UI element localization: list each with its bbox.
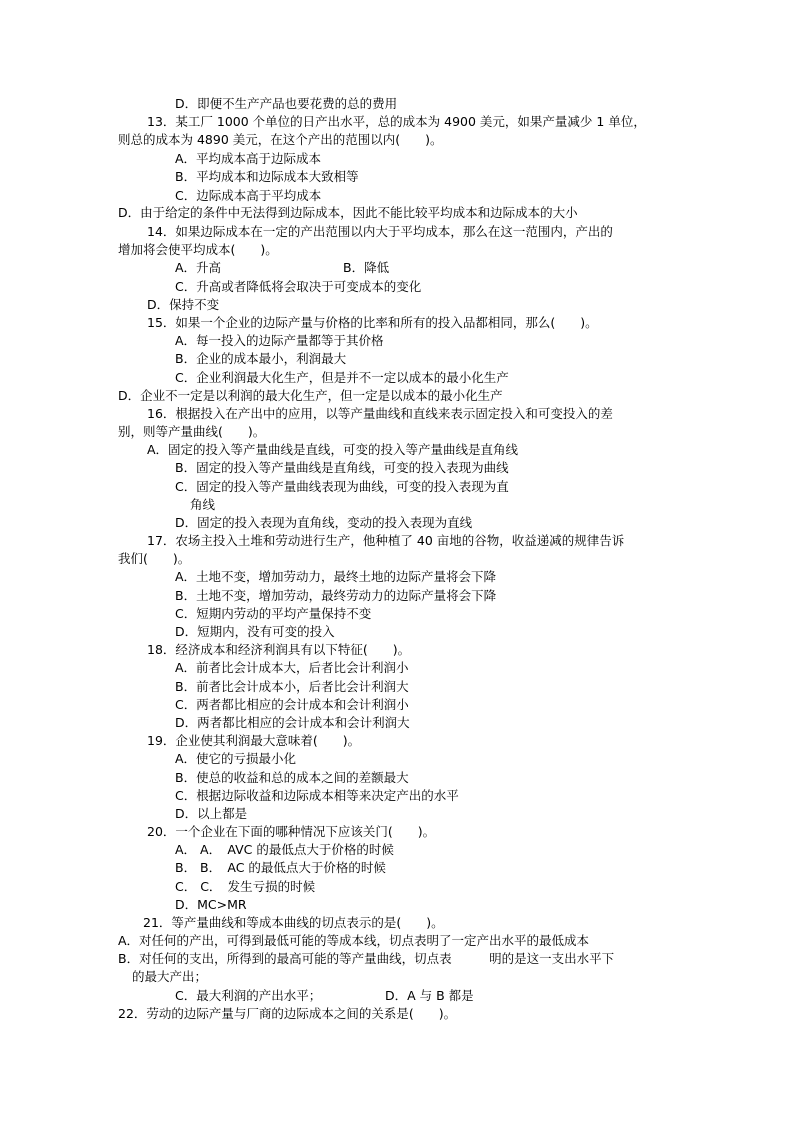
q21-option-d: D．A 与 B 都是 xyxy=(385,988,474,1003)
q21-option-c: C．最大利润的产出水平； xyxy=(175,988,322,1003)
q13-option-b: B．平均成本和边际成本大致相等 xyxy=(175,169,359,184)
q20-option-a: A． A． AVC 的最低点大于价格的时候 xyxy=(175,842,394,857)
q18-option-a: A．前者比会计成本大，后者比会计利润小 xyxy=(175,660,409,675)
q14-option-c: C．升高或者降低将会取决于可变成本的变化 xyxy=(175,279,422,294)
q20-option-c: C． C． 发生亏损的时候 xyxy=(175,879,316,894)
q18-option-b: B．前者比会计成本小，后者比会计利润大 xyxy=(175,679,409,694)
q14-option-b: B．降低 xyxy=(343,260,390,275)
q20-option-d: D．MC>MR xyxy=(175,897,247,912)
q20-option-b: B． B． AC 的最低点大于价格的时候 xyxy=(175,860,386,875)
q19-option-c: C．根据边际收益和边际成本相等来决定产出的水平 xyxy=(175,788,459,803)
q16-option-d: D．固定的投入表现为直角线，变动的投入表现为直线 xyxy=(175,515,473,530)
q16-option-b: B．固定的投入等产量曲线是直角线，可变的投入表现为曲线 xyxy=(175,460,509,475)
q14-stem-cont: 增加将会使平均成本( )。 xyxy=(118,242,278,257)
q15-option-d: D．企业不一定是以利润的最大化生产，但一定是以成本的最小化生产 xyxy=(118,388,503,403)
q16-stem-cont: 别，则等产量曲线( )。 xyxy=(118,424,266,439)
q13-option-d: D．由于给定的条件中无法得到边际成本，因此不能比较平均成本和边际成本的大小 xyxy=(118,205,578,220)
q19-stem: 19．企业使其利润最大意味着( )。 xyxy=(147,733,361,748)
q15-option-b: B．企业的成本最小，利润最大 xyxy=(175,351,347,366)
q13-option-a: A．平均成本高于边际成本 xyxy=(175,151,322,166)
q15-option-c: C．企业利润最大化生产，但是并不一定以成本的最小化生产 xyxy=(175,370,509,385)
q16-stem: 16．根据投入在产出中的应用，以等产量曲线和直线来表示固定投入和可变投入的差 xyxy=(147,406,613,421)
q21-option-b-cont: 的最大产出； xyxy=(132,969,208,984)
q21-option-a: A．对任何的产出，可得到最低可能的等成本线，切点表明了一定产出水平的最低成本 xyxy=(118,933,590,948)
q21-stem: 21．等产量曲线和等成本曲线的切点表示的是( )。 xyxy=(143,915,444,930)
q18-option-d: D．两者都比相应的会计成本和会计利润大 xyxy=(175,715,410,730)
q21-option-b: B．对任何的支出，所得到的最高可能的等产量曲线，切点表 明的是这一支出水平下 xyxy=(118,951,615,966)
q17-stem: 17．农场主投入土堆和劳动进行生产，他种植了 40 亩地的谷物，收益递减的规律告诉 xyxy=(147,533,625,548)
q18-stem: 18．经济成本和经济利润具有以下特征( )。 xyxy=(147,642,411,657)
q16-option-c: C．固定的投入等产量曲线表现为曲线，可变的投入表现为直 xyxy=(175,479,509,494)
q19-option-a: A．使它的亏损最小化 xyxy=(175,751,297,766)
q16-option-c-cont: 角线 xyxy=(190,497,216,512)
q17-option-d: D．短期内，没有可变的投入 xyxy=(175,624,335,639)
q19-option-b: B．使总的收益和总的成本之间的差额最大 xyxy=(175,770,409,785)
q14-option-d: D．保持不变 xyxy=(147,297,220,312)
q12-option-d: D．即便不生产产品也要花费的总的费用 xyxy=(175,96,398,111)
q22-stem: 22．劳动的边际产量与厂商的边际成本之间的关系是( )。 xyxy=(118,1006,457,1021)
q17-option-a: A．土地不变，增加劳动力，最终土地的边际产量将会下降 xyxy=(175,569,497,584)
q17-stem-cont: 我们( )。 xyxy=(118,551,191,566)
q13-option-c: C．边际成本高于平均成本 xyxy=(175,188,322,203)
q16-option-a: A．固定的投入等产量曲线是直线，可变的投入等产量曲线是直角线 xyxy=(147,442,519,457)
q19-option-d: D．以上都是 xyxy=(175,806,248,821)
q20-stem: 20．一个企业在下面的哪种情况下应该关门( )。 xyxy=(147,824,436,839)
q15-stem: 15．如果一个企业的边际产量与价格的比率和所有的投入品都相同，那么( )。 xyxy=(147,315,598,330)
q14-stem: 14．如果边际成本在一定的产出范围以内大于平均成本，那么在这一范围内，产出的 xyxy=(147,224,613,239)
q13-stem: 13．某工厂 1000 个单位的日产出水平，总的成本为 4900 美元，如果产量减少 1 单位， xyxy=(147,114,646,129)
q14-option-a: A．升高 xyxy=(175,260,222,275)
q15-option-a: A．每一投入的边际产量都等于其价格 xyxy=(175,333,384,348)
q17-option-c: C．短期内劳动的平均产量保持不变 xyxy=(175,606,372,621)
q13-stem-cont: 则总的成本为 4890 美元，在这个产出的范围以内( )。 xyxy=(118,132,443,147)
q17-option-b: B．土地不变，增加劳动，最终劳动力的边际产量将会下降 xyxy=(175,588,497,603)
q18-option-c: C．两者都比相应的会计成本和会计利润小 xyxy=(175,697,409,712)
